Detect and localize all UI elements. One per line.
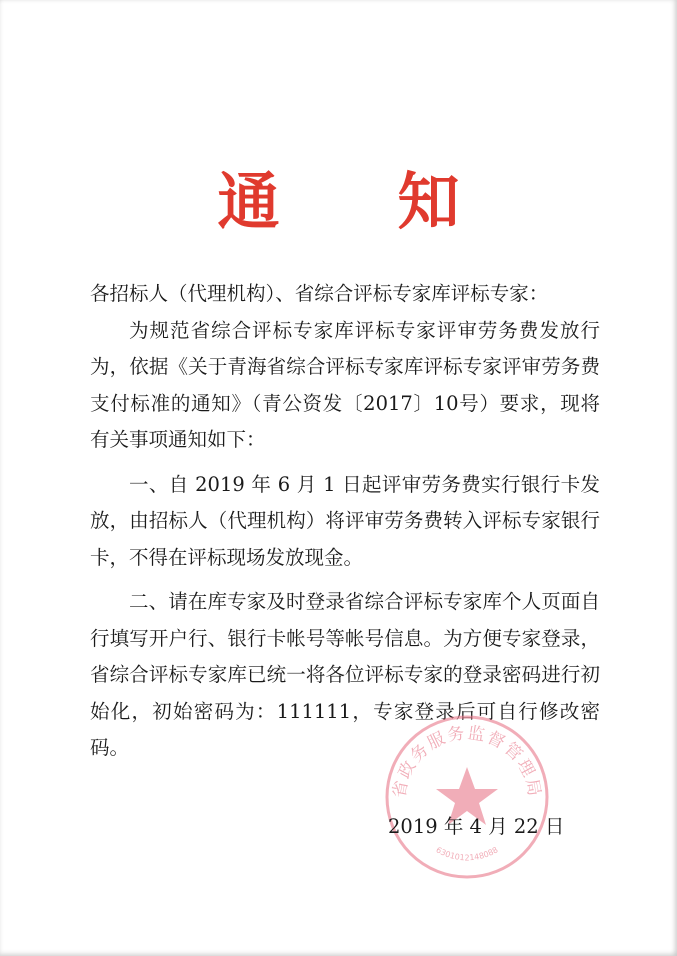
- paragraph-item-2: 二、请在库专家及时登录省综合评标专家库个人页面自行填写开户行、银行卡帐号等帐号信息。为方便专家登录，省综合评标专家库已统一将各位评标专家的登录密码进行初始化，初始密码为：111111，专家登录后可自行修改密码。: [90, 590, 600, 759]
- official-seal: [382, 712, 552, 882]
- title-char-2: 知: [397, 165, 460, 238]
- notice-date: 2019 年 4 月 22 日: [388, 815, 565, 838]
- seal-number: 6301012148088: [434, 845, 500, 863]
- salutation: 各招标人（代理机构）、省综合评标专家库评标专家：: [90, 282, 549, 305]
- paragraph-intro: 为规范省综合评标专家库评标专家评审劳务费发放行为，依据《关于青海省综合评标专家库评标专家评审劳务费支付标准的通知》（青公资发〔2017〕10号）要求，现将有关事项通知如下：: [90, 318, 600, 451]
- seal-text: 省政务服务监督管理局: [389, 723, 545, 800]
- notice-body: [90, 276, 600, 767]
- title-char-1: 通: [217, 165, 280, 238]
- notice-title: [0, 162, 677, 242]
- paragraph-item-1: 一、自 2019 年 6 月 1 日起评审劳务费实行银行卡发放，由招标人（代理机构）将评审劳务费转入评标专家银行卡，不得在评标现场发放现金。: [90, 472, 600, 569]
- svg-text:6301012148088: [434, 845, 499, 862]
